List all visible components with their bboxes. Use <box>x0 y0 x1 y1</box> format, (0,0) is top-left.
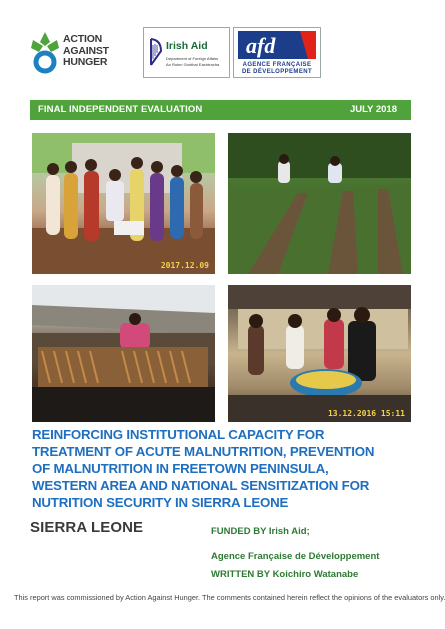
banner-date: JULY 2018 <box>349 104 397 115</box>
cooking-demo-photo <box>228 285 411 422</box>
fish-smoking-illustration <box>32 285 215 422</box>
aah-wordmark: ACTION AGAINST HUNGER <box>63 33 109 68</box>
group-photo <box>32 133 215 274</box>
irish-aid-title: Irish Aid <box>166 40 208 52</box>
harp-icon <box>148 37 164 67</box>
fish-smoking-photo <box>32 285 215 422</box>
group-people-illustration <box>32 133 215 274</box>
garden-photo <box>228 133 411 274</box>
cooking-demo-illustration <box>228 285 411 422</box>
action-against-hunger-logo <box>30 28 130 78</box>
irish-aid-logo <box>143 27 230 78</box>
afd-subtitle-2: DE DÉVELOPPEMENT <box>241 69 313 75</box>
report-title: REINFORCING INSTITUTIONAL CAPACITY FOR TREATMENT OF ACUTE MALNUTRITION, PREVENTION OF MALNUTRITION IN FREETOWN PENINSULA, WESTERN AREA AND NATIONAL SENSITIZATION FOR NUTRITION SECURITY IN SIERRA LEONE <box>32 427 375 510</box>
afd-mark-icon <box>238 31 316 59</box>
evaluation-banner <box>30 100 411 120</box>
funded-by-label: FUNDED BY Irish Aid; <box>211 526 310 537</box>
garden-illustration <box>228 133 411 274</box>
funder-agency-label: Agence Française de Développement <box>211 551 380 562</box>
disclaimer-text: This report was commissioned by Action Against Hunger. The comments contained herein reflect the opinions of the evaluators only. <box>14 593 445 602</box>
irish-aid-subtitle-en: Department of Foreign Affairs <box>166 56 219 61</box>
banner-report-type: FINAL INDEPENDENT EVALUATION <box>38 104 203 115</box>
photo-date-stamp: 2017.12.09 <box>160 261 209 270</box>
photo-date-stamp: 13.12.2016 15:11 <box>327 409 405 418</box>
svg-text:afd: afd <box>246 33 276 58</box>
country-label: SIERRA LEONE <box>30 519 144 536</box>
afd-subtitle-1: AGENCE FRANÇAISE <box>242 62 312 68</box>
author-label: WRITTEN BY Koichiro Watanabe <box>211 569 359 580</box>
afd-logo <box>233 27 321 78</box>
irish-aid-subtitle-ga: An Roinn Gnóthaí Eachtracha <box>166 62 220 67</box>
aah-emblem-icon <box>30 28 60 76</box>
